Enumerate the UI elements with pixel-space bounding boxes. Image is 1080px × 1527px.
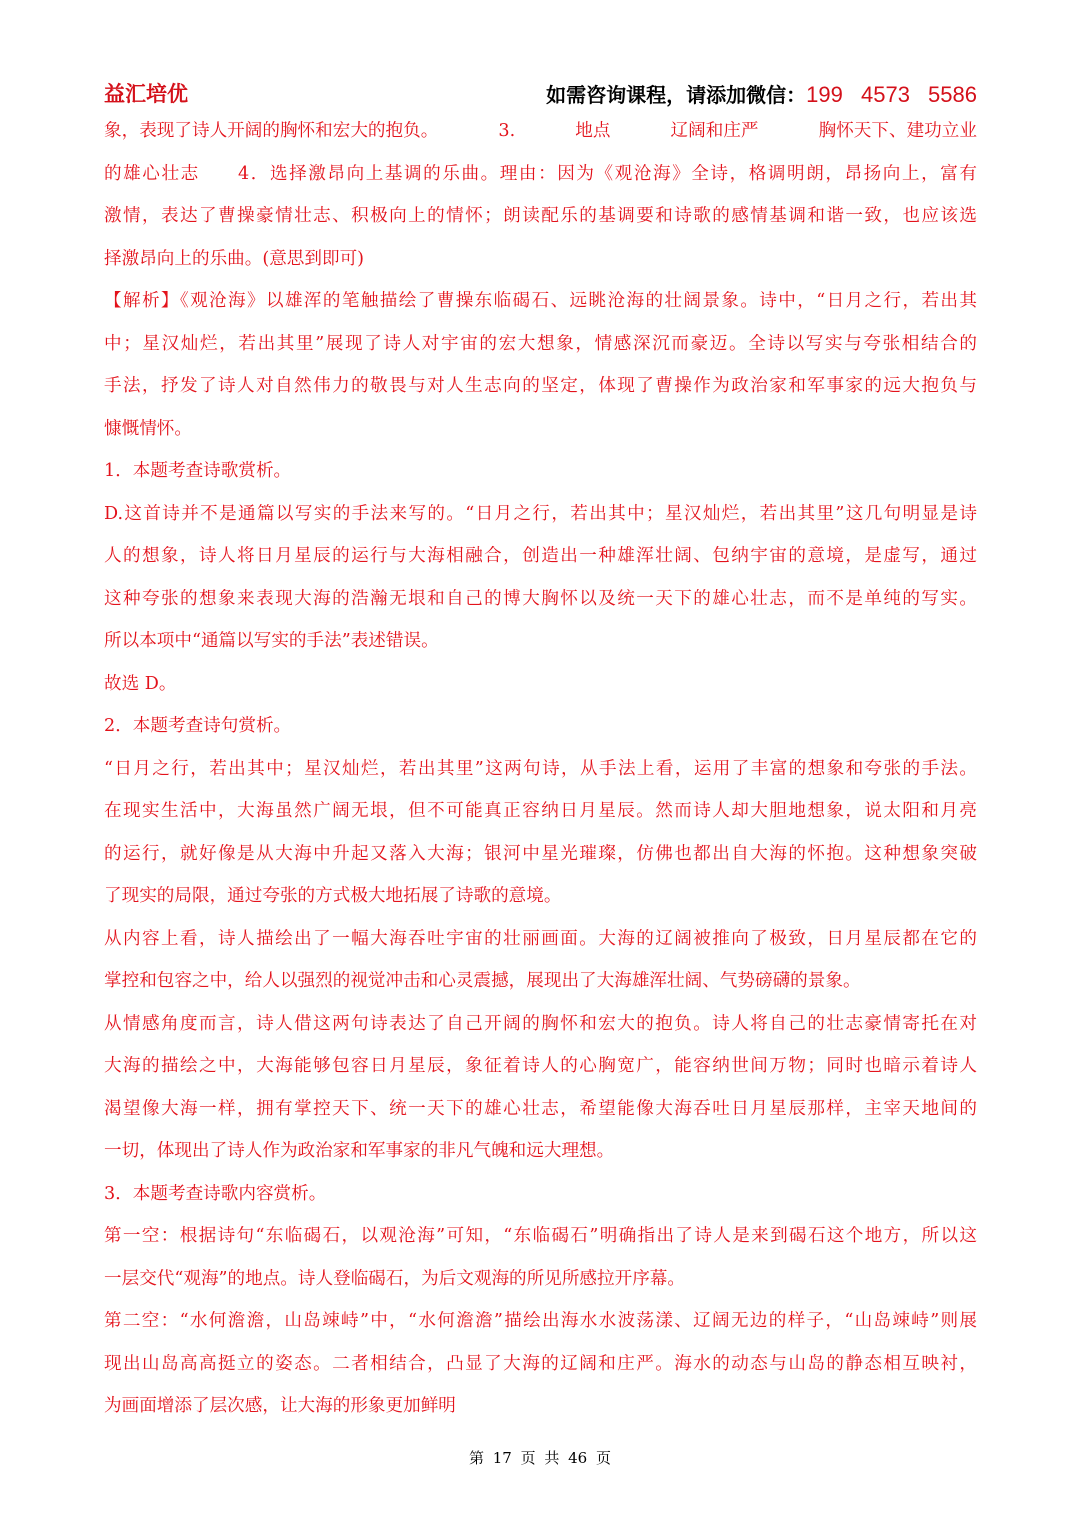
answer-blank-3: 胸怀天下、建功立业 <box>818 121 977 141</box>
analysis-line: 3．本题考查诗歌内容赏析。 <box>104 1183 327 1204</box>
page-number: 第 17 页 共 46 页 <box>468 1449 611 1467</box>
analysis-line: 第二空：“水何澹澹，山岛竦峙”中，“水何澹澹”描绘出海水水波荡漾、辽阔无边的样子，“山岛竦峙”则展 <box>104 1311 977 1331</box>
analysis-line: 第一空：根据诗句“东临碣石，以观沧海”可知，“东临碣石”明确指出了诗人是来到碣石这个地方，所以这 <box>104 1226 977 1246</box>
answer-line <box>104 117 977 160</box>
answer-text: 象，表现了诗人开阔的胸怀和宏大的抱负。 <box>104 121 439 141</box>
contact-label: 如需咨询课程，请添加微信： <box>546 82 807 107</box>
analysis-line: 在现实生活中，大海虽然广阔无垠，但不可能真正容纳日月星辰。然而诗人却大胆地想象，说太阳和月亮 <box>104 801 977 821</box>
analysis-line: 的运行，就好像是从大海中升起又落入大海；银河中星光璀璨，仿佛也都出自大海的怀抱。这种想象突破 <box>104 843 977 864</box>
analysis-line: 慷慨情怀。 <box>104 418 192 439</box>
analysis-line: 【解析】《观沧海》以雄浑的笔触描绘了曹操东临碣石、远眺沧海的壮阔景象。诗中，“日月之行，若出其 <box>104 291 977 311</box>
answer-blank-1: 地点 <box>575 121 611 141</box>
analysis-line: 为画面增添了层次感，让大海的形象更加鲜明 <box>104 1396 456 1416</box>
analysis-line: 手法，抒发了诗人对自然伟力的敬畏与对人生志向的坚定，体现了曹操作为政治家和军事家的远大抱负与 <box>104 376 977 396</box>
analysis-line: 中；星汉灿烂，若出其里”展现了诗人对宇宙的宏大想象，情感深沉而豪迈。全诗以写实与夸张相结合的 <box>104 333 977 354</box>
answer-line: 的雄心壮志 4．选择激昂向上基调的乐曲。理由：因为《观沧海》全诗，格调明朗，昂扬向上，富有 <box>104 163 977 184</box>
analysis-line: 掌控和包容之中，给人以强烈的视觉冲击和心灵震撼，展现出了大海雄浑壮阔、气势磅礴的景象。 <box>104 971 861 991</box>
document-body <box>104 117 977 1435</box>
analysis-line: D.这首诗并不是通篇以写实的手法来写的。“日月之行，若出其中；星汉灿烂，若出其里”这几句明显是诗 <box>104 503 977 524</box>
analysis-line: 渴望像大海一样，拥有掌控天下、统一天下的雄心壮志，希望能像大海吞吐日月星辰那样，主宰天地间的 <box>104 1098 977 1119</box>
answer-line: 择激昂向上的乐曲。(意思到即可) <box>104 248 365 269</box>
analysis-line: 大海的描绘之中，大海能够包容日月星辰，象征着诗人的心胸宽广，能容纳世间万物；同时也暗示着诗人 <box>104 1056 977 1076</box>
analysis-line: “日月之行，若出其中；星汉灿烂，若出其里”这两句诗，从手法上看，运用了丰富的想象和夸张的手法。 <box>104 758 977 779</box>
contact-number: 199 4573 5586 <box>806 81 977 107</box>
analysis-line: 了现实的局限，通过夸张的方式极大地拓展了诗歌的意境。 <box>104 886 562 906</box>
analysis-line: 1．本题考查诗歌赏析。 <box>104 461 292 481</box>
page-header <box>104 78 977 108</box>
analysis-line: 一切，体现出了诗人作为政治家和军事家的非凡气魄和远大理想。 <box>104 1141 615 1161</box>
answer-line: 激情，表达了曹操豪情壮志、积极向上的情怀；朗读配乐的基调要和诗歌的感情基调和谐一致，也应该选 <box>104 206 977 226</box>
analysis-line: 2．本题考查诗句赏析。 <box>104 716 292 736</box>
brand-name: 益汇培优 <box>104 81 188 106</box>
analysis-line: 故选 D。 <box>104 673 177 694</box>
analysis-line: 所以本项中“通篇以写实的手法”表述错误。 <box>104 631 439 651</box>
analysis-line: 这种夸张的想象来表现大海的浩瀚无垠和自己的博大胸怀以及统一天下的雄心壮志，而不是单纯的写实。 <box>104 588 977 609</box>
analysis-line: 从内容上看，诗人描绘出了一幅大海吞吐宇宙的壮丽画面。大海的辽阔被推向了极致，日月星辰都在它的 <box>104 928 977 949</box>
analysis-line: 一层交代“观海”的地点。诗人登临碣石，为后文观海的所见所感拉开序幕。 <box>104 1268 685 1289</box>
analysis-line: 现出山岛高高挺立的姿态。二者相结合，凸显了大海的辽阔和庄严。海水的动态与山岛的静态相互映衬， <box>104 1353 977 1374</box>
analysis-line: 人的想象，诗人将日月星辰的运行与大海相融合，创造出一种雄浑壮阔、包纳宇宙的意境，是虚写，通过 <box>104 546 977 566</box>
answer-number: 3. <box>498 121 516 141</box>
contact-info <box>546 79 977 108</box>
answer-blank-2: 辽阔和庄严 <box>670 121 759 141</box>
analysis-line: 从情感角度而言，诗人借这两句诗表达了自己开阔的胸怀和宏大的抱负。诗人将自己的壮志豪情寄托在对 <box>104 1013 977 1034</box>
